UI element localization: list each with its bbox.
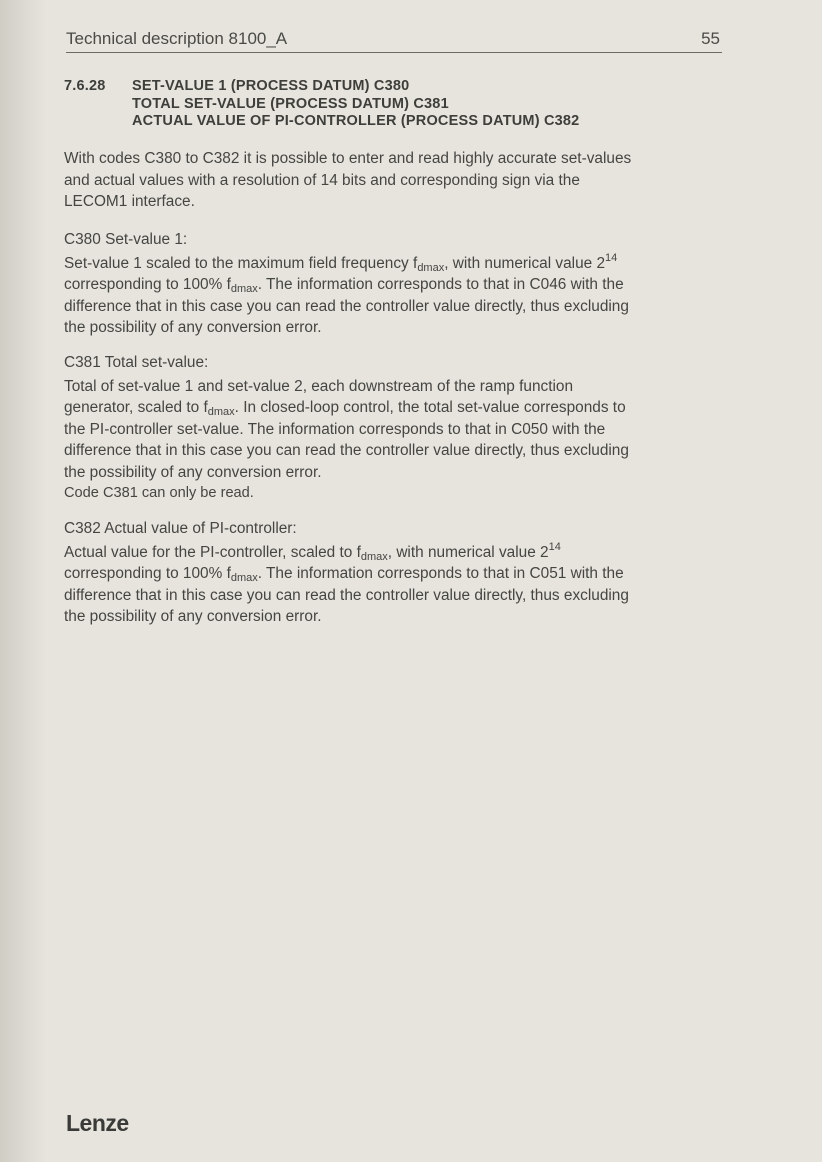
c381-line-3: the PI-controller set-value. The information corresponds to that in C050 with the: [64, 420, 606, 438]
c380-line-2: corresponding to 100% $f_{dmax}$. The information corresponds to that in C046 with the: [64, 276, 624, 295]
intro-line: and actual values with a resolution of 14 bits and corresponding sign via the: [64, 171, 580, 189]
intro-paragraph: [64, 148, 740, 213]
section-heading: [64, 78, 734, 131]
c381-note: Code C381 can only be read.: [64, 485, 254, 501]
c381-label: C381 Total set-value:: [64, 354, 209, 371]
section-number: 7.6.28: [64, 78, 106, 94]
c380-line-3: difference that in this case you can read the controller value directly, thus excluding: [64, 297, 629, 315]
intro-line: With codes C380 to C382 it is possible to enter and read highly accurate set-values: [64, 150, 632, 167]
lenze-logo: Lenze: [66, 1110, 129, 1136]
c382-line-2: corresponding to 100% $f_{dmax}$. The information corresponds to that in C051 with the: [64, 565, 624, 584]
c380-line-1: Set-value 1 scaled to the maximum field frequency $f_{dmax}$, with numerical value $2^{14}$: [64, 251, 618, 274]
c380-line-4: the possibility of any conversion error.: [64, 319, 322, 336]
section-title-c381: TOTAL SET-VALUE (PROCESS DATUM) C381: [132, 95, 449, 112]
c382-label: C382 Actual value of PI-controller:: [64, 520, 297, 537]
page-number: 55: [701, 29, 720, 48]
c381-line-1: Total of set-value 1 and set-value 2, each downstream of the ramp function: [64, 377, 574, 395]
intro-line: LECOM1 interface.: [64, 193, 195, 210]
page-header: [66, 28, 722, 53]
section-title-c382: ACTUAL VALUE OF PI-CONTROLLER (PROCESS DATUM) C382: [132, 113, 580, 129]
running-title: Technical description 8100_A: [66, 29, 288, 48]
c382-line-4: the possibility of any conversion error.: [64, 608, 322, 625]
c382-line-3: difference that in this case you can read the controller value directly, thus excluding: [64, 586, 629, 604]
c382-line-1: Actual value for the PI-controller, scaled to $f_{dmax}$, with numerical value $2^{14}$: [64, 540, 561, 563]
c380-block: [64, 229, 740, 339]
c380-label: C380 Set-value 1:: [64, 231, 188, 248]
c382-block: [64, 518, 740, 628]
c381-line-5: the possibility of any conversion error.: [64, 463, 322, 481]
section-titles: [132, 78, 579, 131]
c381-line-2: generator, scaled to $f_{dmax}$. In closed-loop control, the total set-value corresponds to: [64, 399, 626, 418]
section-title-c380: SET-VALUE 1 (PROCESS DATUM) C380: [132, 78, 410, 94]
page-edge-shadow: [0, 0, 46, 1162]
c381-block: [64, 352, 740, 505]
c381-line-4: difference that in this case you can read the controller value directly, thus excluding: [64, 442, 629, 459]
